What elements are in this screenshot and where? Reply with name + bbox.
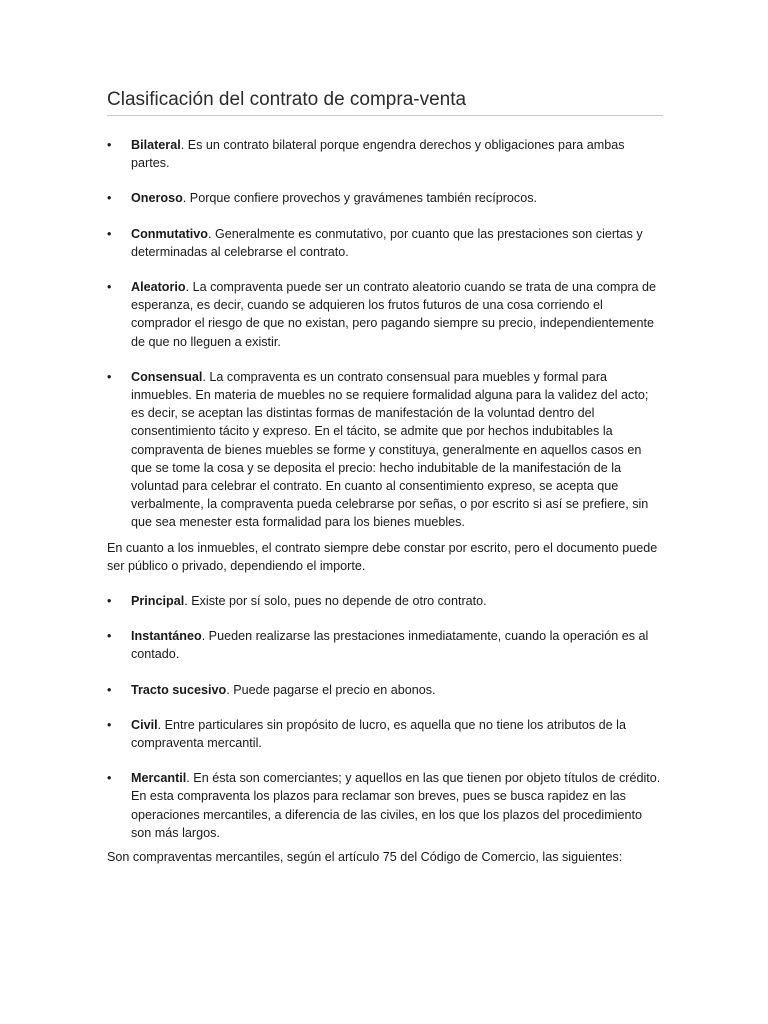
item-term: Principal [131, 594, 185, 609]
list-item-instantaneo [107, 627, 663, 663]
item-term: Oneroso [131, 191, 183, 206]
item-text: . Porque confiere provechos y gravámenes también recíprocos. [182, 191, 538, 206]
item-term: Bilateral [131, 138, 181, 152]
bullet-icon: • [107, 629, 112, 644]
classification-list-continued [107, 592, 663, 842]
item-text: . Puede pagarse el precio en abonos. [226, 682, 436, 697]
item-text: . Existe por sí solo, pues no depende de otro contrato. [184, 594, 487, 609]
item-term: Consensual [131, 369, 203, 384]
bullet-icon: • [107, 771, 112, 786]
classification-list [107, 136, 663, 532]
list-item-aleatorio [107, 278, 663, 351]
bullet-icon: • [107, 682, 112, 697]
list-item-consensual [107, 368, 663, 532]
bullet-icon: • [107, 594, 112, 609]
mercantiles-paragraph: Son compraventas mercantiles, según el artículo 75 del Código de Comercio, las siguientes: [107, 850, 623, 865]
item-term: Mercantil [131, 771, 187, 786]
item-text: . La compraventa puede ser un contrato aleatorio cuando se trata de una compra de esperanza, es decir, cuando se adquieren los frutos futuros de una cosa corriendo el comprador el riesgo de que no existan, pero pagando siempre su precio, independientemente de que no lleguen a existir. [131, 280, 657, 349]
bullet-icon: • [107, 280, 112, 295]
item-term: Civil [131, 717, 158, 732]
item-term: Instantáneo [131, 629, 202, 644]
item-text: . En ésta son comerciantes; y aquellos en las que tienen por objeto títulos de crédito. En esta compraventa los plazos para reclamar son breves, pues se busca rapidez en las operaciones mercantiles, a diferencia de las civiles, en los que los plazos del procedimiento son más largos. [131, 771, 661, 840]
list-item-bilateral [107, 136, 663, 172]
bullet-icon: • [107, 138, 112, 152]
item-text: . Entre particulares sin propósito de lucro, es aquella que no tiene los atributos de la compraventa mercantil. [131, 717, 626, 751]
bullet-icon: • [107, 191, 112, 206]
bullet-icon: • [107, 226, 112, 241]
document-page [107, 88, 663, 866]
item-text: . Es un contrato bilateral porque engendra derechos y obligaciones para ambas partes. [131, 138, 625, 171]
list-item-civil [107, 716, 663, 752]
list-item-mercantil [107, 769, 663, 842]
bullet-icon: • [107, 717, 112, 732]
inmuebles-paragraph: En cuanto a los inmuebles, el contrato siempre debe constar por escrito, pero el documento puede ser público o privado, dependiendo el importe. [107, 540, 658, 573]
list-item-oneroso [107, 189, 663, 207]
bullet-icon: • [107, 369, 112, 384]
item-term: Tracto sucesivo [131, 682, 227, 697]
item-text: . La compraventa es un contrato consensual para muebles y formal para inmuebles. En materia de muebles no se requiere formalidad alguna para la validez del acto; es decir, se aceptan las distintas formas de manifestación de la voluntad dentro del consentimiento tácito y expreso. En el tácito, se admite que por hechos indubitables la compraventa de bienes muebles se forme y constituya, generalmente en aquellos casos en que se tome la cosa y se deposita el precio: hecho indubitable de la manifestación de la voluntad para celebrar el contrato. En cuanto al consentimiento expreso, se acepta que verbalmente, la compraventa pueda celebrarse por señas, o por escrito si así se prefiere, sin que sea menester esta formalidad para los bienes muebles. [131, 369, 649, 530]
item-text: . Generalmente es conmutativo, por cuanto que las prestaciones son ciertas y determinadas al celebrarse el contrato. [131, 226, 643, 259]
item-text: . Pueden realizarse las prestaciones inmediatamente, cuando la operación es al contado. [131, 629, 649, 662]
item-term: Conmutativo [131, 226, 208, 241]
item-term: Aleatorio [131, 280, 186, 295]
list-item-conmutativo [107, 225, 663, 261]
list-item-tracto-sucesivo [107, 681, 663, 699]
page-title: Clasificación del contrato de compra-venta [107, 88, 663, 116]
list-item-principal [107, 592, 663, 610]
